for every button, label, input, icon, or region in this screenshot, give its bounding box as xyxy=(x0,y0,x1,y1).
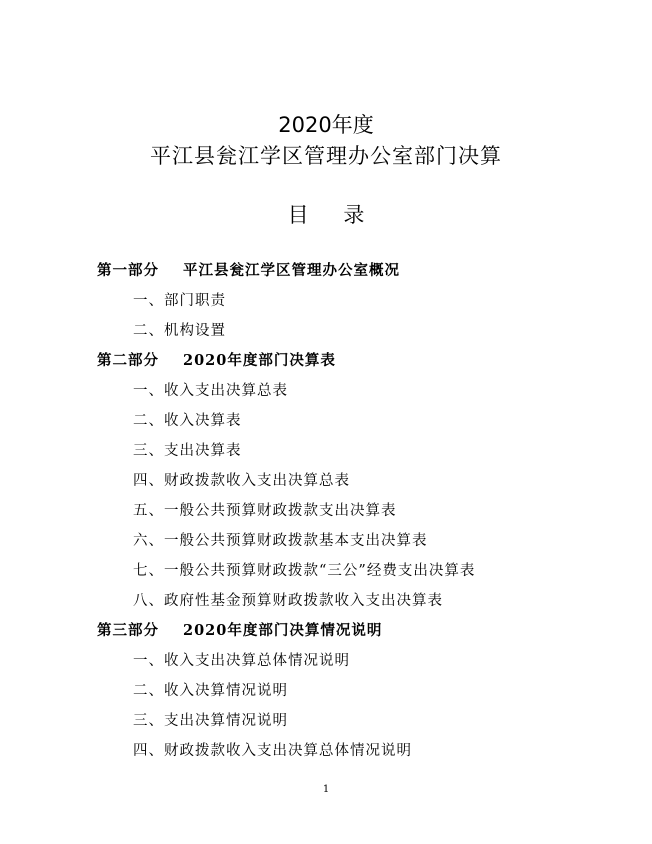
toc-part-3 xyxy=(0,616,652,646)
toc-part-1 xyxy=(0,256,652,286)
toc-item: 一、收入支出决算总体情况说明 xyxy=(133,653,350,669)
page-number: 1 xyxy=(322,784,330,795)
toc-item: 二、收入决算情况说明 xyxy=(133,683,288,699)
toc-item: 四、财政拨款收入支出决算总体情况说明 xyxy=(133,743,412,759)
toc-item: 一、收入支出决算总表 xyxy=(133,383,288,399)
table-of-contents xyxy=(0,256,652,766)
toc-part-label: 第一部分 xyxy=(97,262,159,279)
document-title-main: 平江县瓮江学区管理办公室部门决算 xyxy=(150,144,502,168)
toc-part-label: 第三部分 xyxy=(97,622,159,639)
toc-part-title: 2020年度部门决算表 xyxy=(183,352,336,369)
toc-heading: 目 录 xyxy=(287,203,379,227)
toc-part-label: 第二部分 xyxy=(97,352,159,369)
document-title-year: 2020年度 xyxy=(278,113,374,137)
toc-item: 二、收入决算表 xyxy=(133,413,242,429)
toc-part-title: 2020年度部门决算情况说明 xyxy=(183,622,383,639)
toc-item: 二、机构设置 xyxy=(133,323,226,339)
toc-item: 三、支出决算表 xyxy=(133,443,242,459)
toc-item: 七、一般公共预算财政拨款“三公”经费支出决算表 xyxy=(133,563,476,579)
toc-item: 五、一般公共预算财政拨款支出决算表 xyxy=(133,503,397,519)
toc-item: 八、政府性基金预算财政拨款收入支出决算表 xyxy=(133,593,443,609)
toc-item: 六、一般公共预算财政拨款基本支出决算表 xyxy=(133,533,428,549)
toc-part-title: 平江县瓮江学区管理办公室概况 xyxy=(183,262,400,279)
toc-item: 三、支出决算情况说明 xyxy=(133,713,288,729)
toc-item: 一、部门职责 xyxy=(133,293,226,309)
toc-part-2 xyxy=(0,346,652,376)
toc-item: 四、财政拨款收入支出决算总表 xyxy=(133,473,350,489)
